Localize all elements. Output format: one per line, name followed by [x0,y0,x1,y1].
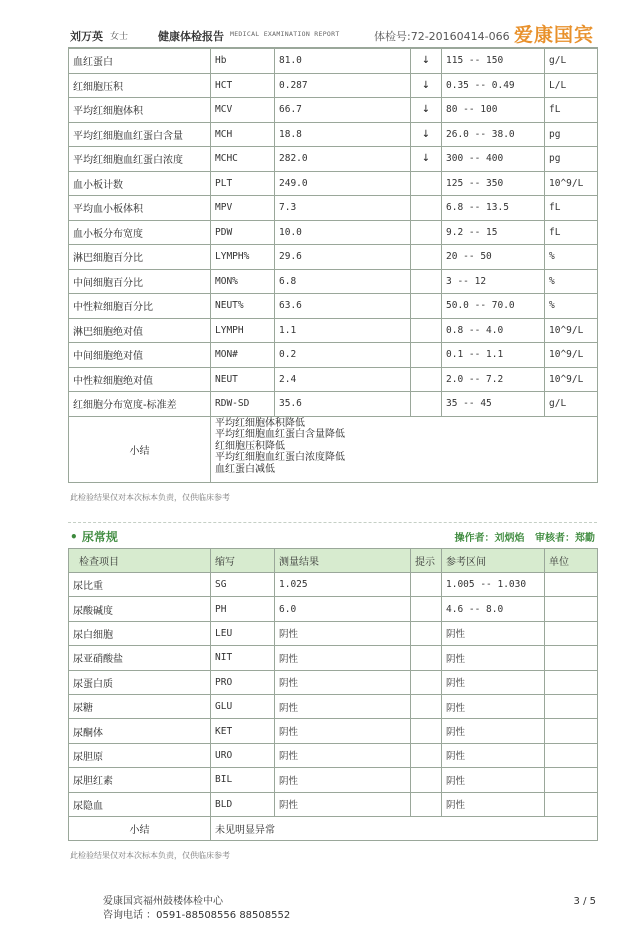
item-code: MCH [211,122,275,147]
table-row [69,269,598,294]
item-range: 300 -- 400 [442,147,545,172]
item-value: 1.025 [275,573,411,597]
item-range: 9.2 -- 15 [442,220,545,245]
item-flag [411,367,442,392]
item-flag [411,670,442,694]
item-code: NEUT% [211,294,275,319]
item-unit: 10^9/L [545,343,598,368]
item-range: 6.8 -- 13.5 [442,196,545,221]
item-value: 18.8 [275,122,411,147]
item-value: 0.2 [275,343,411,368]
item-flag [411,646,442,670]
item-value: 10.0 [275,220,411,245]
item-code: URO [211,743,275,767]
item-value: 35.6 [275,392,411,417]
item-name: 尿白细胞 [69,621,211,645]
item-flag [411,694,442,718]
item-code: HCT [211,73,275,98]
item-code: MCV [211,98,275,123]
item-name: 中间细胞百分比 [69,269,211,294]
exam-number: 体检号:72-20160414-066 [374,30,510,43]
column-header: 缩写 [211,549,275,573]
item-range: 50.0 -- 70.0 [442,294,545,319]
blood-summary-cell [211,416,598,482]
item-code: BIL [211,768,275,792]
item-value: 0.287 [275,73,411,98]
item-value: 1.1 [275,318,411,343]
summary-line: 红细胞压积降低 [215,440,285,452]
item-name: 平均红细胞血红蛋白含量 [69,122,211,147]
table-row [69,694,598,718]
item-code: GLU [211,694,275,718]
item-name: 尿酮体 [69,719,211,743]
table-row [69,171,598,196]
table-row [69,367,598,392]
item-unit: g/L [545,49,598,74]
item-name: 平均血小板体积 [69,196,211,221]
item-flag [411,220,442,245]
item-range: 阴性 [442,743,545,767]
item-code: PLT [211,171,275,196]
item-range: 35 -- 45 [442,392,545,417]
table-row [69,318,598,343]
table-row [69,743,598,767]
table-row [69,122,598,147]
table-row [69,147,598,172]
table-row [69,768,598,792]
item-range: 2.0 -- 7.2 [442,367,545,392]
item-unit [545,719,598,743]
table-row [69,792,598,816]
item-name: 红细胞压积 [69,73,211,98]
item-range: 阴性 [442,694,545,718]
item-flag [411,768,442,792]
item-flag: ↓ [411,98,442,123]
item-name: 血红蛋白 [69,49,211,74]
table-row [69,392,598,417]
item-name: 淋巴细胞百分比 [69,245,211,270]
item-unit [545,597,598,621]
item-unit [545,792,598,816]
summary-line: 平均红细胞体积降低 [215,417,305,429]
column-header: 单位 [545,549,598,573]
item-flag [411,318,442,343]
item-flag [411,196,442,221]
item-range: 0.35 -- 0.49 [442,73,545,98]
item-value: 66.7 [275,98,411,123]
item-unit [545,670,598,694]
item-value: 阴性 [275,792,411,816]
item-value: 阴性 [275,670,411,694]
item-unit: fL [545,98,598,123]
table-row [69,573,598,597]
footer-phone: 咨询电话 ：0591-88508556 88508552 [103,910,291,921]
item-name: 尿酸碱度 [69,597,211,621]
urine-summary-label: 小结 [69,816,211,840]
item-code: LEU [211,621,275,645]
urine-section-header [68,522,597,546]
report-title-en: MEDICAL EXAMINATION REPORT [230,30,340,38]
item-code: KET [211,719,275,743]
item-unit: % [545,294,598,319]
table-row [69,343,598,368]
item-code: SG [211,573,275,597]
table-row [69,245,598,270]
footer-center-name: 爱康国宾福州鼓楼体检中心 [103,896,223,907]
item-name: 尿蛋白质 [69,670,211,694]
urine-summary-row [69,816,598,840]
table-row [69,98,598,123]
item-range: 阴性 [442,792,545,816]
item-value: 282.0 [275,147,411,172]
report-header [68,18,598,48]
urine-results-table [68,548,598,841]
item-name: 血小板计数 [69,171,211,196]
item-value: 阴性 [275,768,411,792]
item-range: 阴性 [442,670,545,694]
item-range: 阴性 [442,621,545,645]
item-flag [411,269,442,294]
item-code: MPV [211,196,275,221]
item-name: 尿亚硝酸盐 [69,646,211,670]
item-unit: % [545,245,598,270]
item-unit: fL [545,196,598,221]
item-name: 平均红细胞血红蛋白浓度 [69,147,211,172]
report-title: 健康体检报告 [158,30,224,43]
item-range: 0.8 -- 4.0 [442,318,545,343]
table-row [69,73,598,98]
summary-line: 血红蛋白减低 [215,463,275,475]
item-name: 平均红细胞体积 [69,98,211,123]
brand-logo: 爱康国宾 [513,24,594,46]
item-value: 249.0 [275,171,411,196]
urine-section-title: • 尿常规 [70,530,118,544]
item-range: 125 -- 350 [442,171,545,196]
item-code: PDW [211,220,275,245]
item-flag: ↓ [411,122,442,147]
item-value: 6.0 [275,597,411,621]
page-number: 3 / 5 [573,896,596,907]
blood-summary-row [69,416,598,482]
table-row [69,646,598,670]
item-flag [411,743,442,767]
item-unit [545,646,598,670]
reviewer-label: 审核者：郑勤 [535,533,595,544]
item-name: 尿胆红素 [69,768,211,792]
item-code: MON% [211,269,275,294]
item-range: 4.6 -- 8.0 [442,597,545,621]
item-range: 26.0 -- 38.0 [442,122,545,147]
item-range: 1.005 -- 1.030 [442,573,545,597]
item-value: 阴性 [275,646,411,670]
summary-line: 平均红细胞血红蛋白浓度降低 [215,452,345,464]
item-code: Hb [211,49,275,74]
item-flag: ↓ [411,147,442,172]
item-value: 6.8 [275,269,411,294]
item-flag [411,621,442,645]
item-value: 7.3 [275,196,411,221]
item-name: 红细胞分布宽度-标准差 [69,392,211,417]
item-value: 29.6 [275,245,411,270]
item-unit: 10^9/L [545,171,598,196]
item-value: 阴性 [275,743,411,767]
item-flag [411,245,442,270]
item-unit: pg [545,147,598,172]
item-code: MCHC [211,147,275,172]
item-unit [545,573,598,597]
item-range: 80 -- 100 [442,98,545,123]
column-header: 提示 [411,549,442,573]
item-value: 81.0 [275,49,411,74]
item-code: PRO [211,670,275,694]
item-unit: 10^9/L [545,318,598,343]
table-row [69,597,598,621]
blood-results-table [68,48,598,483]
blood-disclaimer: 此检验结果仅对本次标本负责，仅供临床参考 [70,493,230,502]
item-unit [545,621,598,645]
item-value: 阴性 [275,719,411,743]
table-row [69,220,598,245]
item-name: 中间细胞绝对值 [69,343,211,368]
item-name: 淋巴细胞绝对值 [69,318,211,343]
item-code: PH [211,597,275,621]
item-code: RDW-SD [211,392,275,417]
item-flag: ↓ [411,49,442,74]
table-row [69,719,598,743]
item-flag [411,597,442,621]
item-unit: % [545,269,598,294]
item-code: LYMPH [211,318,275,343]
table-row [69,294,598,319]
table-row [69,621,598,645]
item-value: 2.4 [275,367,411,392]
table-row [69,49,598,74]
item-unit: 10^9/L [545,367,598,392]
item-flag [411,171,442,196]
patient-name: 刘万英 [70,30,103,43]
item-flag [411,343,442,368]
item-unit: fL [545,220,598,245]
operator-label: 操作者：刘炳焰 [454,533,525,544]
item-flag [411,392,442,417]
urine-staff [455,529,595,544]
item-range: 阴性 [442,646,545,670]
item-code: NIT [211,646,275,670]
item-name: 尿比重 [69,573,211,597]
item-code: MON# [211,343,275,368]
urine-table-header [69,549,598,573]
item-name: 尿糖 [69,694,211,718]
item-flag [411,719,442,743]
item-range: 115 -- 150 [442,49,545,74]
item-flag: ↓ [411,73,442,98]
item-flag [411,573,442,597]
item-unit [545,743,598,767]
column-header: 参考区间 [442,549,545,573]
column-header: 检查项目 [69,549,211,573]
blood-summary-label: 小结 [69,416,211,482]
item-range: 3 -- 12 [442,269,545,294]
urine-summary-text: 未见明显异常 [211,816,598,840]
item-code: NEUT [211,367,275,392]
item-unit: pg [545,122,598,147]
item-unit: L/L [545,73,598,98]
item-range: 阴性 [442,719,545,743]
table-row [69,670,598,694]
item-code: LYMPH% [211,245,275,270]
item-unit: g/L [545,392,598,417]
item-unit [545,768,598,792]
item-value: 阴性 [275,694,411,718]
item-name: 中性粒细胞绝对值 [69,367,211,392]
item-flag [411,294,442,319]
table-row [69,196,598,221]
item-flag [411,792,442,816]
summary-line: 平均红细胞血红蛋白含量降低 [215,429,345,441]
item-name: 血小板分布宽度 [69,220,211,245]
item-range: 阴性 [442,768,545,792]
item-name: 中性粒细胞百分比 [69,294,211,319]
patient-gender: 女士 [110,32,129,42]
urine-disclaimer: 此检验结果仅对本次标本负责，仅供临床参考 [70,851,230,860]
column-header: 测量结果 [275,549,411,573]
item-name: 尿隐血 [69,792,211,816]
item-unit [545,694,598,718]
item-value: 阴性 [275,621,411,645]
item-range: 0.1 -- 1.1 [442,343,545,368]
item-range: 20 -- 50 [442,245,545,270]
item-name: 尿胆原 [69,743,211,767]
item-value: 63.6 [275,294,411,319]
item-code: BLD [211,792,275,816]
